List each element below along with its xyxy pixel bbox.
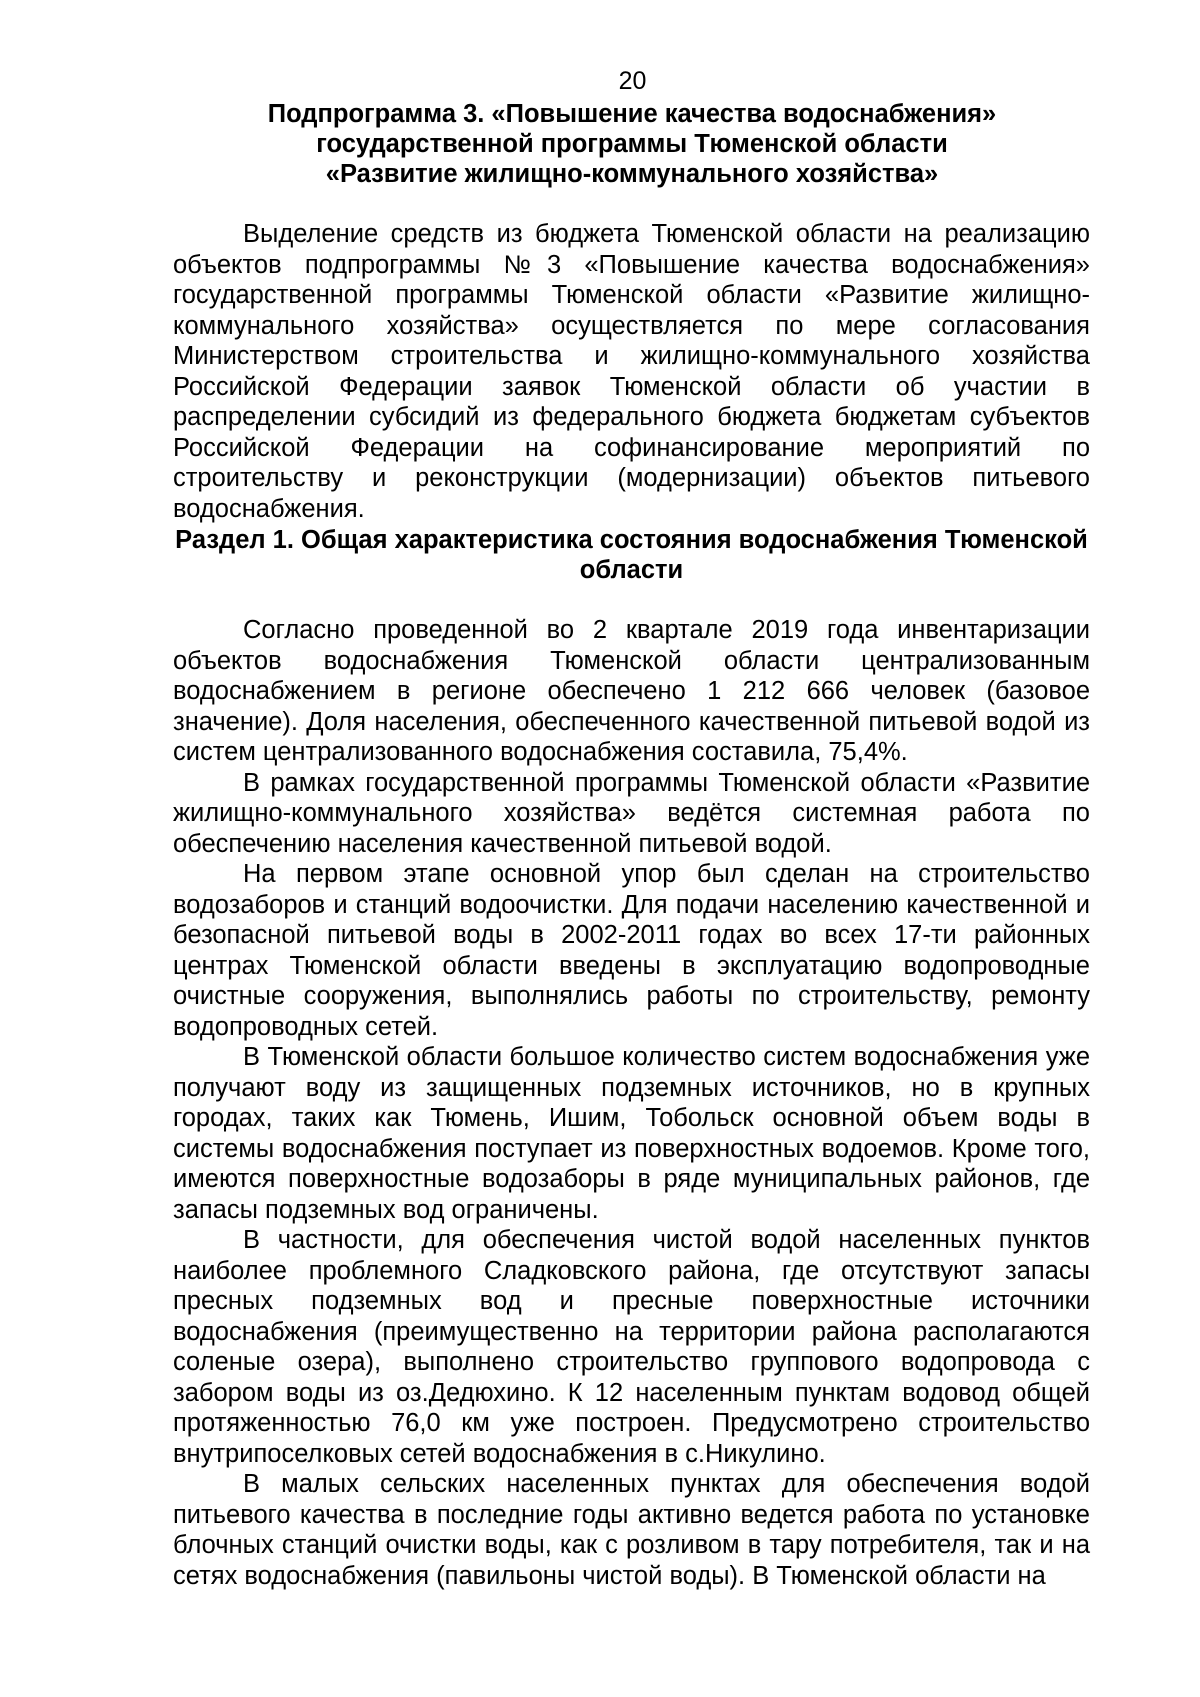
section-1-body [173,615,1090,1591]
section-1-paragraph-6: В малых сельских населенных пунктах для обеспечения водой питьевого качества в последние годы активно ведется работа по установке блочных станций очистки воды, как с розливом в тару потребителя, так и на сетях водоснабжения (павильоны чистой воды). В Тюменской области на [173,1470,1090,1590]
intro-paragraph: Выделение средств из бюджета Тюменской области на реализацию объектов подпрограммы №3 «Повышение качества водоснабжения» государственной программы Тюменской области «Развитие жилищно-коммунального хозяйства» осуществляется по мере согласования Министерством строительства и жилищно-коммунального хозяйства Российской Федерации заявок Тюменской области об участии в распределении субсидий из федерального бюджета бюджетам субъектов Российской Федерации на софинансирование мероприятий по строительству и реконструкции (модернизации) объектов питьевого водоснабжения. [173,220,1090,523]
subprogram-title [172,99,1092,189]
subprogram-title-line-1: Подпрограмма 3. «Повышение качества водоснабжения» [267,100,997,128]
section-1-paragraph-3: На первом этапе основной упор был сделан на строительство водозаборов и станций водоочистки. Для подачи населению качественной и безопасной питьевой воды в 2002-2011 годах во всех 17-ти районных центрах Тюменской области введены в эксплуатацию водопроводные очистные сооружения, выполнялись работы по строительству, ремонту водопроводных сетей. [173,860,1090,1041]
subprogram-title-line-2: государственной программы Тюменской области [316,130,948,158]
page-number: 20 [618,67,647,95]
section-1-paragraph-5: В частности, для обеспечения чистой водой населенных пунктов наиболее проблемного Сладковского района, где отсутствуют запасы пресных подземных вод и пресные поверхностные источники водоснабжения (преимущественно на территории района располагаются соленые озера), выполнено строительство группового водопровода с забором воды из оз.Дедюхино. К 12 населенным пунктам водовод общей протяженностью 76,0 км уже построен. Предусмотрено строительство внутрипоселковых сетей водоснабжения в с.Никулино. [173,1226,1090,1468]
section-1-title: Раздел 1. Общая характеристика состояния водоснабжения Тюменской области [175,526,1088,584]
section-1-paragraph-4: В Тюменской области большое количество систем водоснабжения уже получают воду из защищенных подземных источников, но в крупных городах, таких как Тюмень, Ишим, Тобольск основной объем воды в системы водоснабжения поступает из поверхностных водоемов. Кроме того, имеются поверхностные водозаборы в ряде муниципальных районов, где запасы подземных вод ограничены. [173,1043,1090,1224]
section-1-paragraph-1: Согласно проведенной во 2 квартале 2019 года инвентаризации объектов водоснабжения Тюменской области централизованным водоснабжением в регионе обеспечено 1 212 666 человек (базовое значение). Доля населения, обеспеченного качественной питьевой водой из систем централизованного водоснабжения составила, 75,4%. [173,616,1090,766]
section-1-paragraph-2: В рамках государственной программы Тюменской области «Развитие жилищно-коммунального хозяйства» ведётся системная работа по обеспечению населения качественной питьевой водой. [173,768,1090,858]
intro-block [173,219,1090,524]
subprogram-title-line-3: «Развитие жилищно-коммунального хозяйства» [325,160,939,188]
